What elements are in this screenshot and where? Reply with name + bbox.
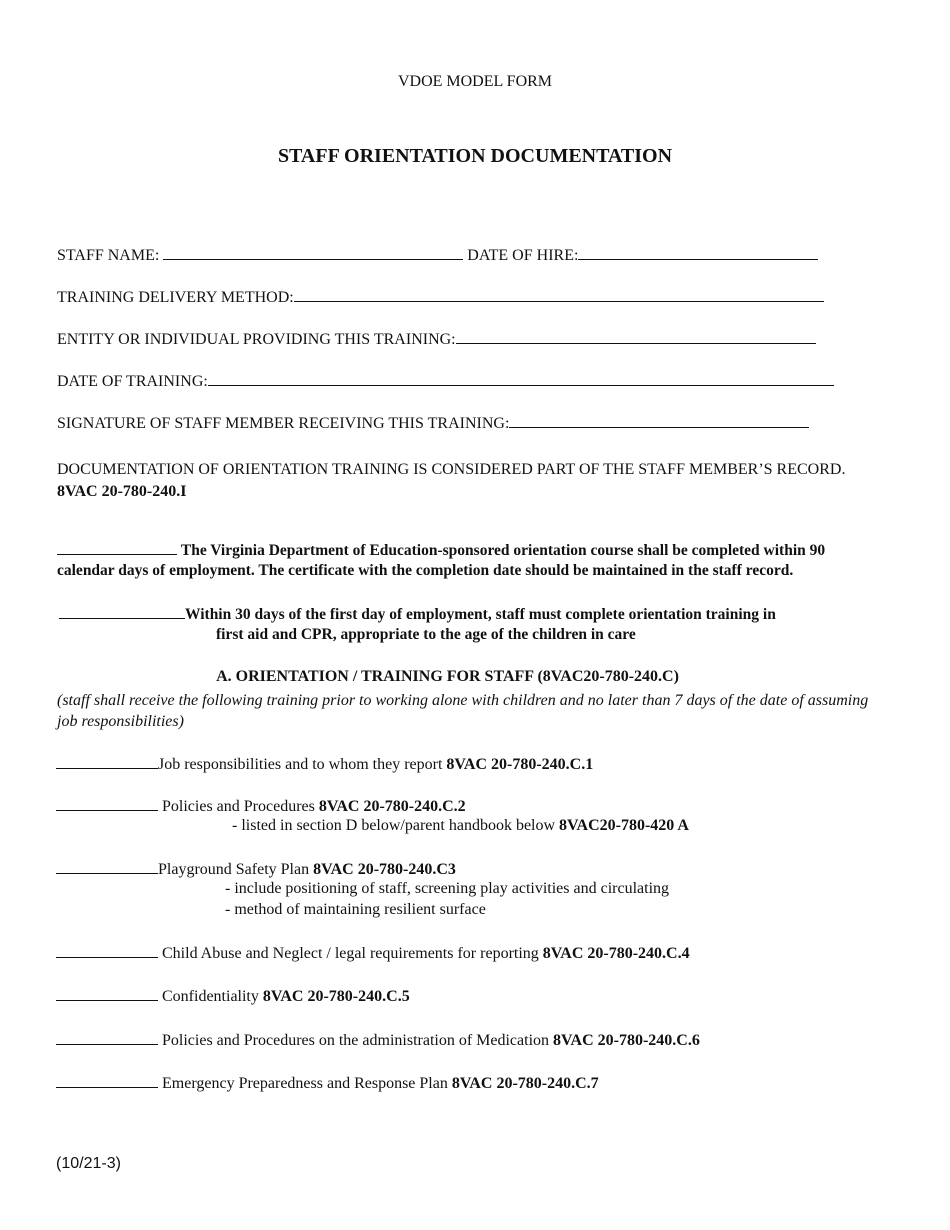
subitem-code: 8VAC20-780-420 A [559, 817, 689, 834]
list-item [56, 754, 593, 774]
section-a-note: (staff shall receive the following training prior to working alone with children and no later than 7 days of the date of assuming job responsibilities) [57, 692, 869, 730]
record-note [57, 459, 877, 503]
form-label: VDOE MODEL FORM [397, 73, 553, 90]
first-aid-text1: Within 30 days of the first day of employment, staff must complete orientation training in [185, 606, 776, 623]
record-note-code: 8VAC 20-780-240.I [57, 483, 187, 500]
vdoe-course-text2: calendar days of employment. The certificate with the completion date should be maintained in the staff record. [57, 562, 794, 579]
first-aid-check-field[interactable] [59, 604, 185, 619]
section-a-heading [0, 668, 895, 686]
training-method-label: TRAINING DELIVERY METHOD: [57, 289, 294, 306]
item-check-field[interactable] [56, 796, 158, 811]
staff-name-field[interactable] [163, 245, 463, 260]
date-of-training-field[interactable] [208, 371, 834, 386]
item-code: 8VAC 20-780-240.C.7 [451, 1075, 599, 1092]
list-item [56, 986, 410, 1006]
item-code: 8VAC 20-780-240.C.4 [542, 945, 690, 962]
item-code: 8VAC 20-780-240.C.1 [446, 756, 594, 773]
item-check-field[interactable] [56, 859, 158, 874]
list-item [56, 1030, 700, 1050]
date-of-hire-field[interactable] [578, 245, 818, 260]
item-code: 8VAC 20-780-240.C.6 [553, 1032, 700, 1049]
entity-row [57, 329, 816, 349]
first-aid-line2 [216, 626, 636, 644]
first-aid-text2: first aid and CPR, appropriate to the age of the children in care [216, 626, 636, 643]
item-code: 8VAC 20-780-240.C.2 [318, 798, 466, 815]
item-check-field[interactable] [56, 943, 158, 958]
list-item [56, 1073, 599, 1093]
date-of-training-row [57, 371, 834, 391]
list-subitem: - include positioning of staff, screening play activities and circulating [225, 880, 670, 897]
list-item [56, 943, 690, 963]
form-revision-code: (10/21-3) [56, 1155, 121, 1172]
training-method-row [57, 287, 824, 307]
entity-field[interactable] [456, 329, 816, 344]
signature-label: SIGNATURE OF STAFF MEMBER RECEIVING THIS TRAINING: [57, 415, 510, 432]
item-check-field[interactable] [56, 986, 158, 1001]
record-note-text: DOCUMENTATION OF ORIENTATION TRAINING IS CONSIDERED PART OF THE STAFF MEMBER’S RECORD. [57, 461, 846, 478]
date-of-training-label: DATE OF TRAINING: [57, 373, 208, 390]
first-aid-line1 [59, 604, 776, 624]
signature-row [57, 413, 809, 433]
item-label: Policies and Procedures on the administration of Medication [162, 1032, 550, 1049]
item-code: 8VAC 20-780-240.C.5 [262, 988, 410, 1005]
item-label: Playground Safety Plan [158, 861, 310, 878]
entity-label: ENTITY OR INDIVIDUAL PROVIDING THIS TRAINING: [57, 331, 456, 348]
page-title: STAFF ORIENTATION DOCUMENTATION [277, 145, 673, 167]
staff-name-row [57, 245, 818, 265]
vdoe-course-text1: The Virginia Department of Education-sponsored orientation course shall be completed within 90 [180, 542, 826, 559]
list-subitem [232, 817, 689, 835]
vdoe-course-check-field[interactable] [57, 540, 177, 555]
item-check-field[interactable] [56, 754, 158, 769]
item-label: Policies and Procedures [162, 798, 315, 815]
date-of-hire-label: DATE OF HIRE: [467, 247, 579, 264]
item-check-field[interactable] [56, 1073, 158, 1088]
staff-name-label: STAFF NAME: [57, 247, 160, 264]
training-method-field[interactable] [294, 287, 824, 302]
list-subitem: - method of maintaining resilient surface [225, 901, 486, 918]
subitem-text: - listed in section D below/parent handbook below [232, 817, 556, 834]
vdoe-course-line2 [57, 562, 793, 580]
item-label: Confidentiality [162, 988, 259, 1005]
item-check-field[interactable] [56, 1030, 158, 1045]
section-a-heading-text: A. ORIENTATION / TRAINING FOR STAFF (8VAC20-780-240.C) [216, 668, 679, 685]
list-item [56, 796, 466, 816]
list-item [56, 859, 456, 879]
vdoe-course-line1 [57, 540, 825, 560]
item-label: Job responsibilities and to whom they report [158, 756, 443, 773]
item-code: 8VAC 20-780-240.C3 [313, 861, 456, 878]
signature-field[interactable] [509, 413, 809, 428]
item-label: Emergency Preparedness and Response Plan [162, 1075, 448, 1092]
item-label: Child Abuse and Neglect / legal requirements for reporting [162, 945, 539, 962]
